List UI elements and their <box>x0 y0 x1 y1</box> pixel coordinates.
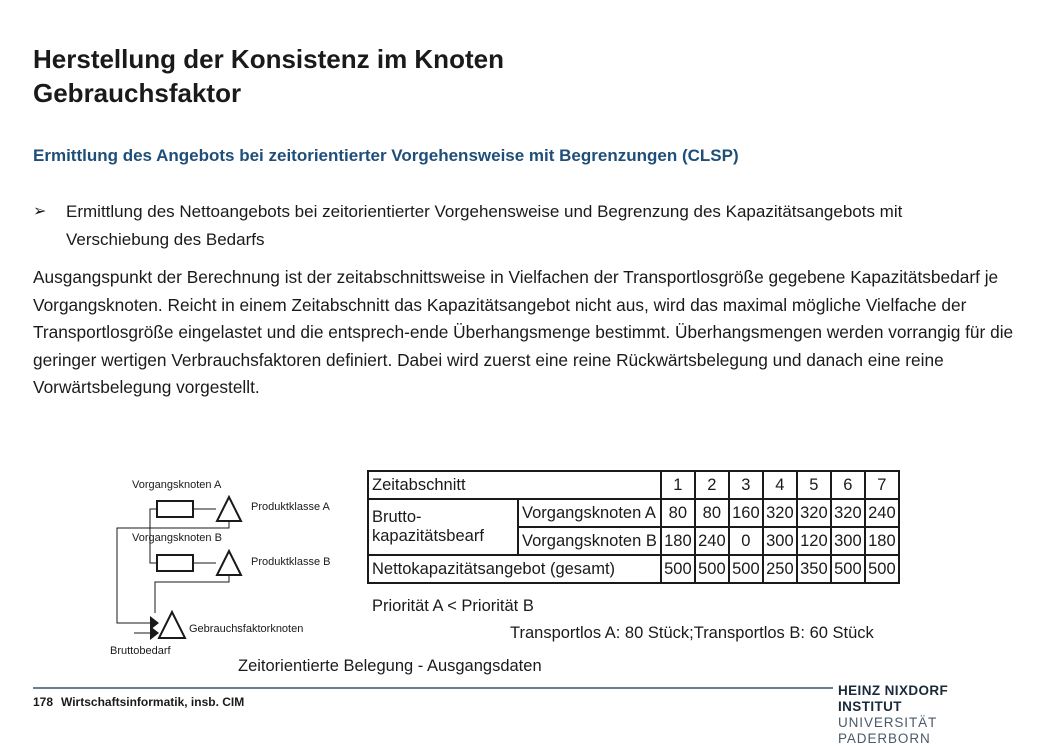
page-number: 178 <box>33 695 54 709</box>
table-cell: 160 <box>729 499 763 527</box>
class-a-triangle-icon <box>217 497 241 521</box>
footer-text: Wirtschaftsinformatik, insb. CIM <box>61 695 245 709</box>
header-label: Zeitabschnitt <box>368 471 661 499</box>
table-cell: 180 <box>661 527 695 555</box>
usage-node-label: Gebrauchsfaktorknoten <box>189 623 304 635</box>
row-b-label: Vorgangsknoten B <box>518 527 661 555</box>
body-paragraph: Ausgangspunkt der Berechnung ist der zeitabschnittsweise in Vielfachen der Transportlosgröße gegebene Kapazitätsbedarf je Vorgangsknoten. Reicht in einem Zeitabschnitt das Kapazitätsangebot nicht aus, wird das maximal mögliche Vielfache der Transportlosgröße eingelastet und die entsprech-ende Überhangsmenge bestimmt. Überhangsmengen werden vorrangig für die geringer wertigen Verbrauchsfaktoren definiert. Dabei wird zuerst eine reine Rückwärtsbelegung und danach eine reine Vorwärtsbelegung vorgestellt. <box>33 267 1014 397</box>
table-row <box>368 499 899 527</box>
gross-demand-label: Bruttobedarf <box>110 645 171 657</box>
period-cell: 4 <box>763 471 797 499</box>
table-cell: 80 <box>695 499 729 527</box>
institute-logo <box>838 683 1014 747</box>
table-cell: 0 <box>729 527 763 555</box>
table-cell: 250 <box>763 555 797 583</box>
connector-b-usage <box>155 575 229 613</box>
brutto-label-line-1: Brutto- <box>372 508 422 526</box>
table-header-row <box>368 471 899 499</box>
usage-node-triangle-icon <box>159 612 185 638</box>
netto-label: Nettokapazitätsangebot (gesamt) <box>368 555 661 583</box>
table-cell: 350 <box>797 555 831 583</box>
period-cell: 1 <box>661 471 695 499</box>
figure-caption: Zeitorientierte Belegung - Ausgangsdaten <box>238 657 542 675</box>
brutto-label-line-2: kapazitätsbearf <box>372 527 484 545</box>
transport-note: Transportlos A: 80 Stück;Transportlos B: 60 Stück <box>510 624 874 642</box>
table-cell: 320 <box>797 499 831 527</box>
row-a-label: Vorgangsknoten A <box>518 499 661 527</box>
arrow-right-icon-2 <box>150 626 159 640</box>
table-cell: 320 <box>831 499 865 527</box>
period-cell: 6 <box>831 471 865 499</box>
network-diagram <box>110 466 360 658</box>
section-heading: Ermittlung des Angebots bei zeitorientierter Vorgehensweise mit Begrenzungen (CLSP) <box>33 146 739 165</box>
table-cell: 120 <box>797 527 831 555</box>
table-cell: 500 <box>831 555 865 583</box>
table-cell: 240 <box>695 527 729 555</box>
table-cell: 180 <box>865 527 899 555</box>
table-cell: 500 <box>729 555 763 583</box>
table-cell: 300 <box>831 527 865 555</box>
period-cell: 3 <box>729 471 763 499</box>
table-row <box>368 555 899 583</box>
arrow-bullet-icon: ➢ <box>33 203 47 220</box>
table-cell: 500 <box>661 555 695 583</box>
period-cell: 5 <box>797 471 831 499</box>
period-cell: 7 <box>865 471 899 499</box>
logo-line-1: HEINZ NIXDORF INSTITUT <box>838 683 949 714</box>
logo-line-2: UNIVERSITÄT PADERBORN <box>838 715 937 746</box>
table-cell: 500 <box>695 555 729 583</box>
footer-divider <box>33 687 833 689</box>
class-b-triangle-icon <box>217 551 241 575</box>
title-line-2: Gebrauchsfaktor <box>33 78 242 108</box>
table-cell: 240 <box>865 499 899 527</box>
table-cell: 300 <box>763 527 797 555</box>
node-a-label: Vorgangsknoten A <box>132 479 222 491</box>
table-cell: 320 <box>763 499 797 527</box>
node-b-label: Vorgangsknoten B <box>132 532 222 544</box>
node-a-box <box>157 501 193 517</box>
table-cell: 500 <box>865 555 899 583</box>
capacity-table <box>367 470 900 584</box>
title-line-1: Herstellung der Konsistenz im Knoten <box>33 44 504 74</box>
class-b-label: Produktklasse B <box>251 556 331 568</box>
class-a-label: Produktklasse A <box>251 501 330 513</box>
slide-title <box>33 42 1013 110</box>
brutto-label <box>368 499 518 555</box>
bullet-text: Ermittlung des Nettoangebots bei zeitorientierter Vorgehensweise und Begrenzung des Kapazitätsangebots mit Verschiebung des Bedarfs <box>66 202 903 249</box>
bullet-item <box>33 198 1003 254</box>
priority-note: Priorität A < Priorität B <box>372 597 534 615</box>
node-b-box <box>157 555 193 571</box>
period-cell: 2 <box>695 471 729 499</box>
table-cell: 80 <box>661 499 695 527</box>
